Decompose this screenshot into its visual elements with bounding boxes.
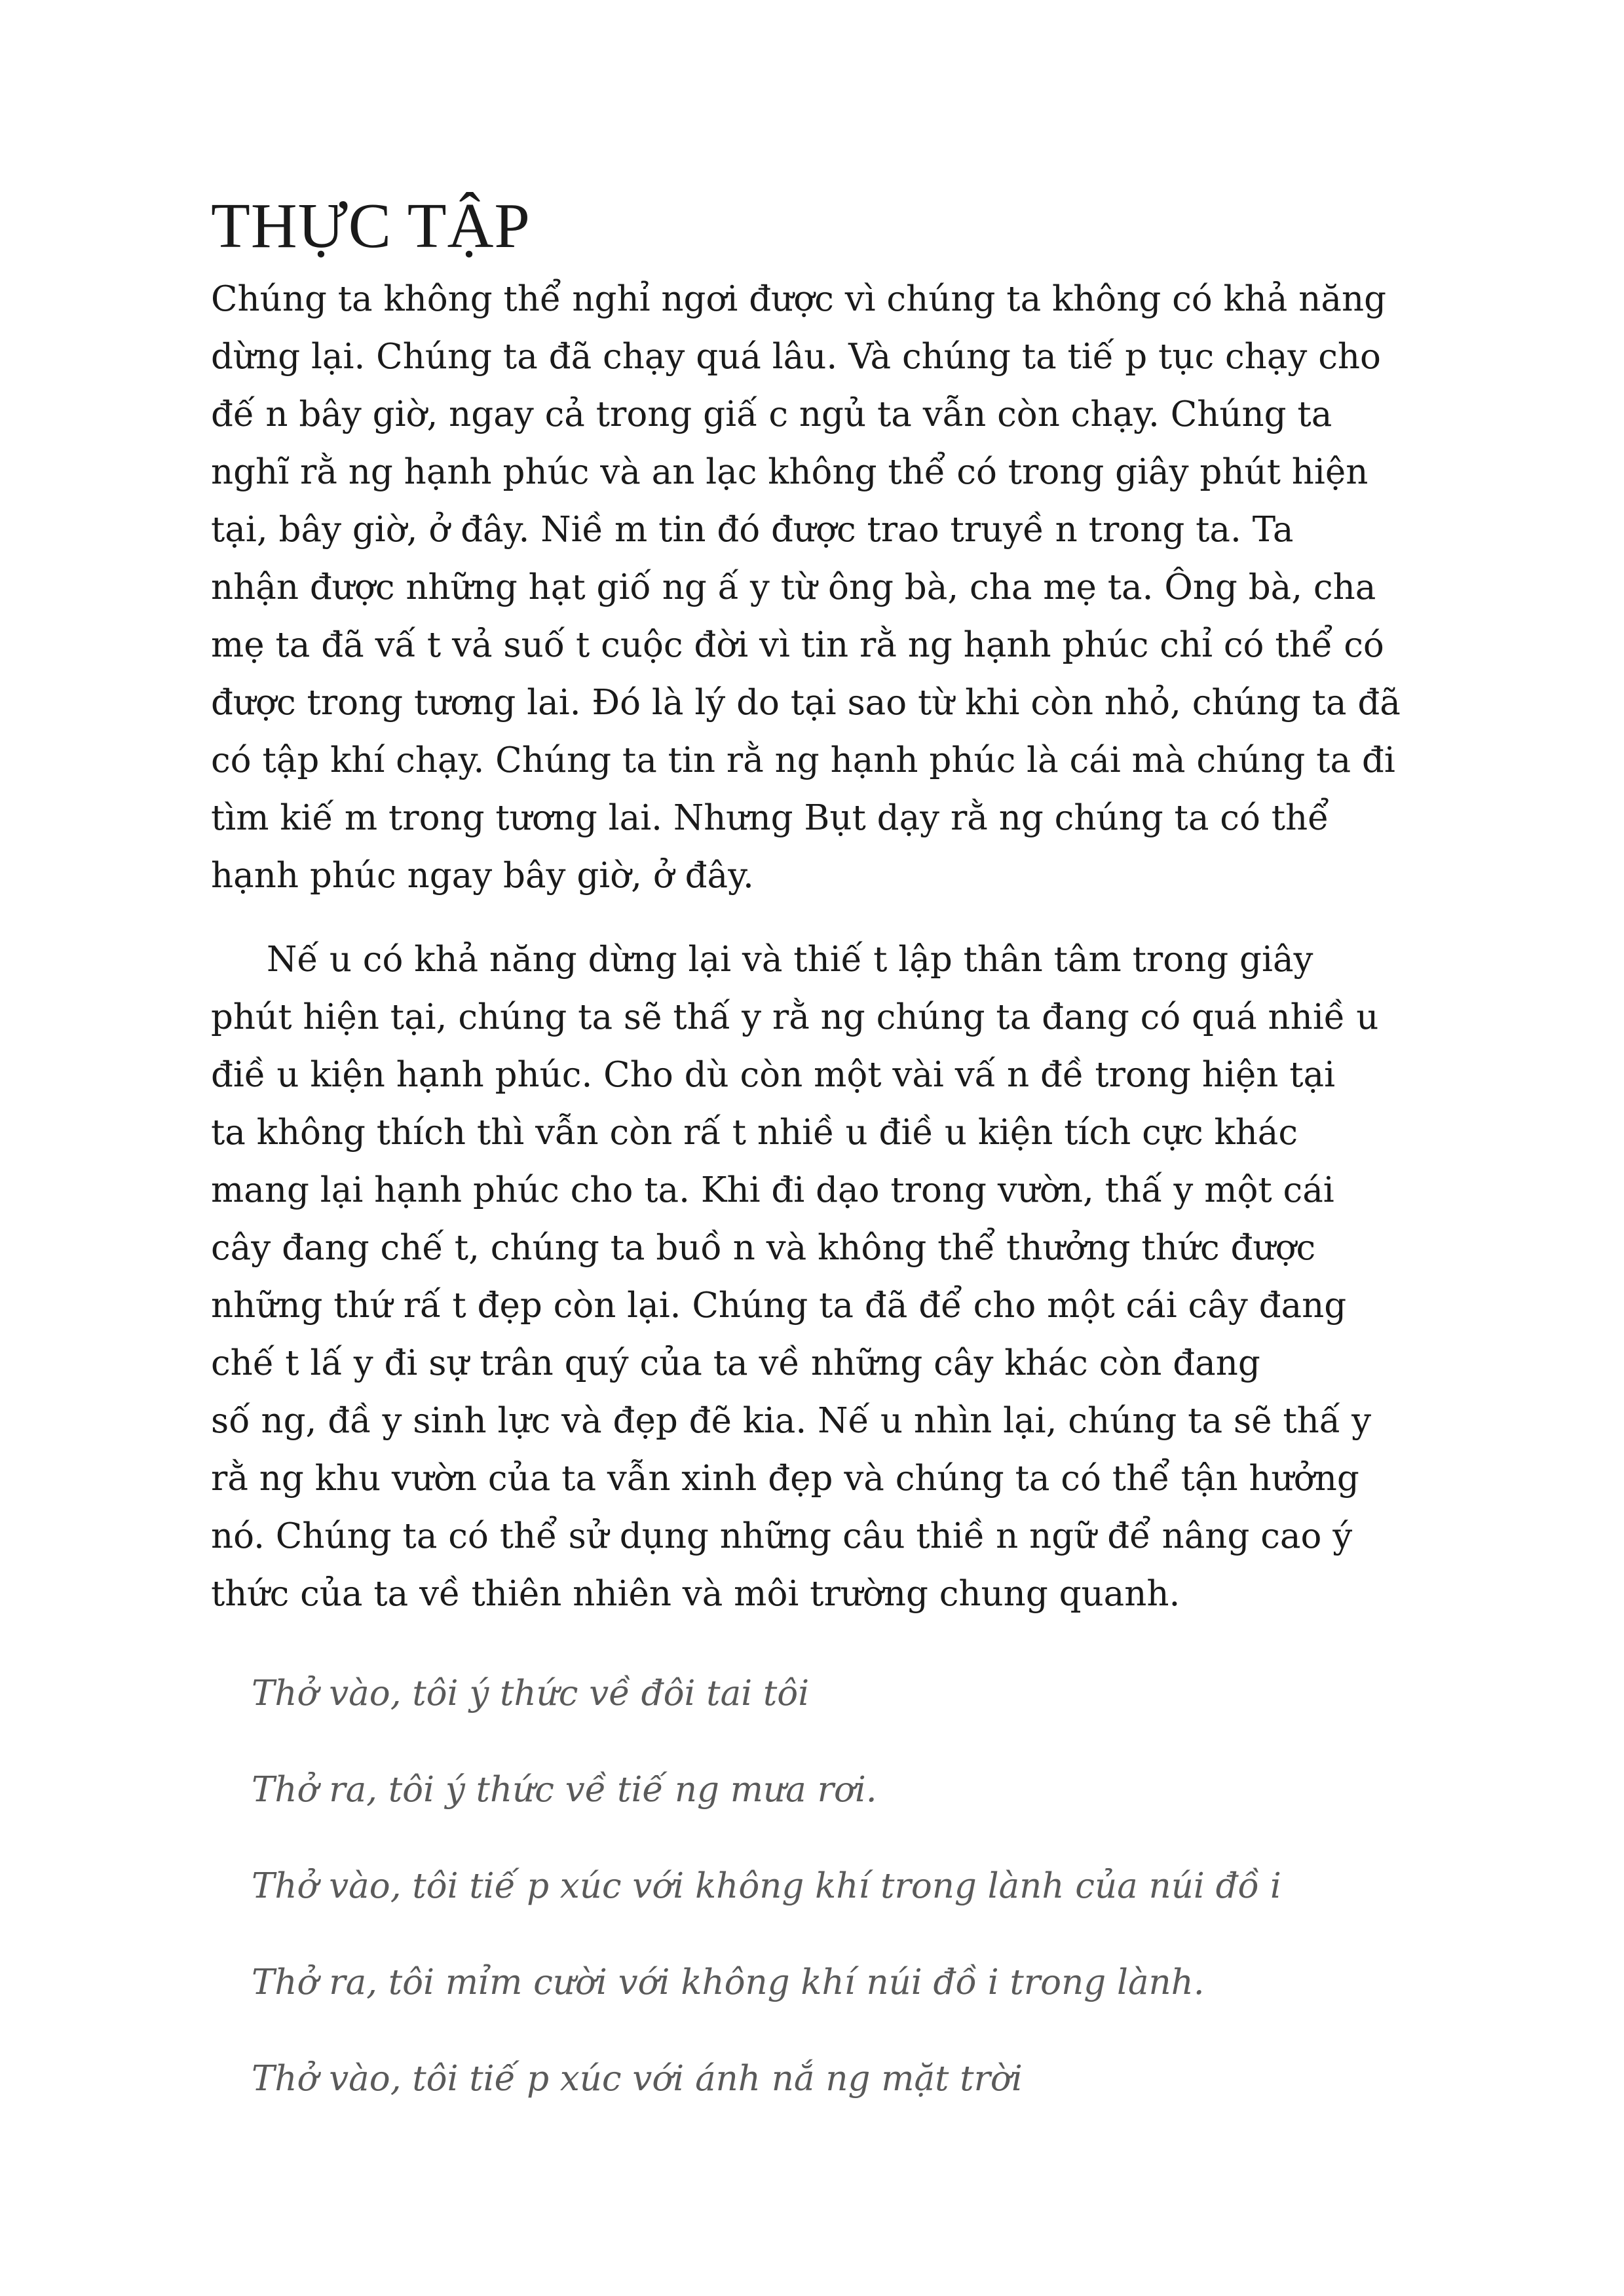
verse-line: Thở vào, tôi tiế p xúc với không khí trong lành của núi đồ i [252, 1866, 1281, 1906]
paragraph-line: có tập khí chạy. Chúng ta tin rằ ng hạnh phúc là cái mà chúng ta đi [211, 740, 1395, 780]
paragraph-2 [211, 931, 1429, 1623]
verse-line: Thở ra, tôi mỉm cười với không khí núi đồ i trong lành. [252, 1962, 1205, 2002]
paragraph-line: được trong tương lai. Đó là lý do tại sao từ khi còn nhỏ, chúng ta đã [211, 683, 1401, 723]
paragraph-line: những thứ rấ t đẹp còn lại. Chúng ta đã để cho một cái cây đang [211, 1286, 1347, 1326]
paragraph-line: nghĩ rằ ng hạnh phúc và an lạc không thể có trong giây phút hiện [211, 452, 1369, 492]
paragraph-line: cây đang chế t, chúng ta buồ n và không thể thưởng thức được [211, 1228, 1316, 1268]
paragraph-line: tìm kiế m trong tương lai. Nhưng Bụt dạy rằ ng chúng ta có thể [211, 798, 1329, 838]
paragraph-line: mẹ ta đã vấ t vả suố t cuộc đời vì tin rằ ng hạnh phúc chỉ có thể có [211, 625, 1384, 665]
page-title: THỰC TẬP [211, 191, 531, 261]
paragraph-line: rằ ng khu vườn của ta vẫn xinh đẹp và chúng ta có thể tận hưởng [211, 1459, 1359, 1499]
paragraph-1 [211, 271, 1429, 905]
paragraph-line: điề u kiện hạnh phúc. Cho dù còn một vài vấ n đề trong hiện tại [211, 1055, 1336, 1095]
paragraph-line: ta không thích thì vẫn còn rấ t nhiề u điề u kiện tích cực khác [211, 1113, 1298, 1153]
verse-line: Thở vào, tôi ý thức về đôi tai tôi [252, 1674, 810, 1713]
paragraph-line: nhận được những hạt giố ng ấ y từ ông bà, cha mẹ ta. Ông bà, cha [211, 567, 1376, 607]
paragraph-line: hạnh phúc ngay bây giờ, ở đây. [211, 856, 754, 896]
paragraph-line: đế n bây giờ, ngay cả trong giấ c ngủ ta vẫn còn chạy. Chúng ta [211, 394, 1332, 434]
verse-line: Thở vào, tôi tiế p xúc với ánh nắ ng mặt trời [252, 2059, 1023, 2099]
verse-line: Thở ra, tôi ý thức về tiế ng mưa rơi. [252, 1770, 877, 1810]
meditation-verses [211, 1665, 1429, 2108]
paragraph-line: tại, bây giờ, ở đây. Niề m tin đó được trao truyề n trong ta. Ta [211, 510, 1294, 550]
paragraph-line: mang lại hạnh phúc cho ta. Khi đi dạo trong vườn, thấ y một cái [211, 1170, 1334, 1210]
paragraph-line: thức của ta về thiên nhiên và môi trường chung quanh. [211, 1574, 1180, 1614]
paragraph-line: dừng lại. Chúng ta đã chạy quá lâu. Và chúng ta tiế p tục chạy cho [211, 337, 1381, 377]
paragraph-line: Chúng ta không thể nghỉ ngơi được vì chúng ta không có khả năng [211, 279, 1387, 319]
document-page [211, 187, 1429, 2147]
paragraph-line: Nế u có khả năng dừng lại và thiế t lập thân tâm trong giây [267, 940, 1313, 980]
paragraph-line: chế t lấ y đi sự trân quý của ta về những cây khác còn đang [211, 1343, 1260, 1383]
paragraph-line: số ng, đầ y sinh lực và đẹp đẽ kia. Nế u nhìn lại, chúng ta sẽ thấ y [211, 1401, 1372, 1441]
paragraph-line: nó. Chúng ta có thể sử dụng những câu thiề n ngữ để nâng cao ý [211, 1516, 1353, 1556]
paragraph-line: phút hiện tại, chúng ta sẽ thấ y rằ ng chúng ta đang có quá nhiề u [211, 997, 1379, 1037]
